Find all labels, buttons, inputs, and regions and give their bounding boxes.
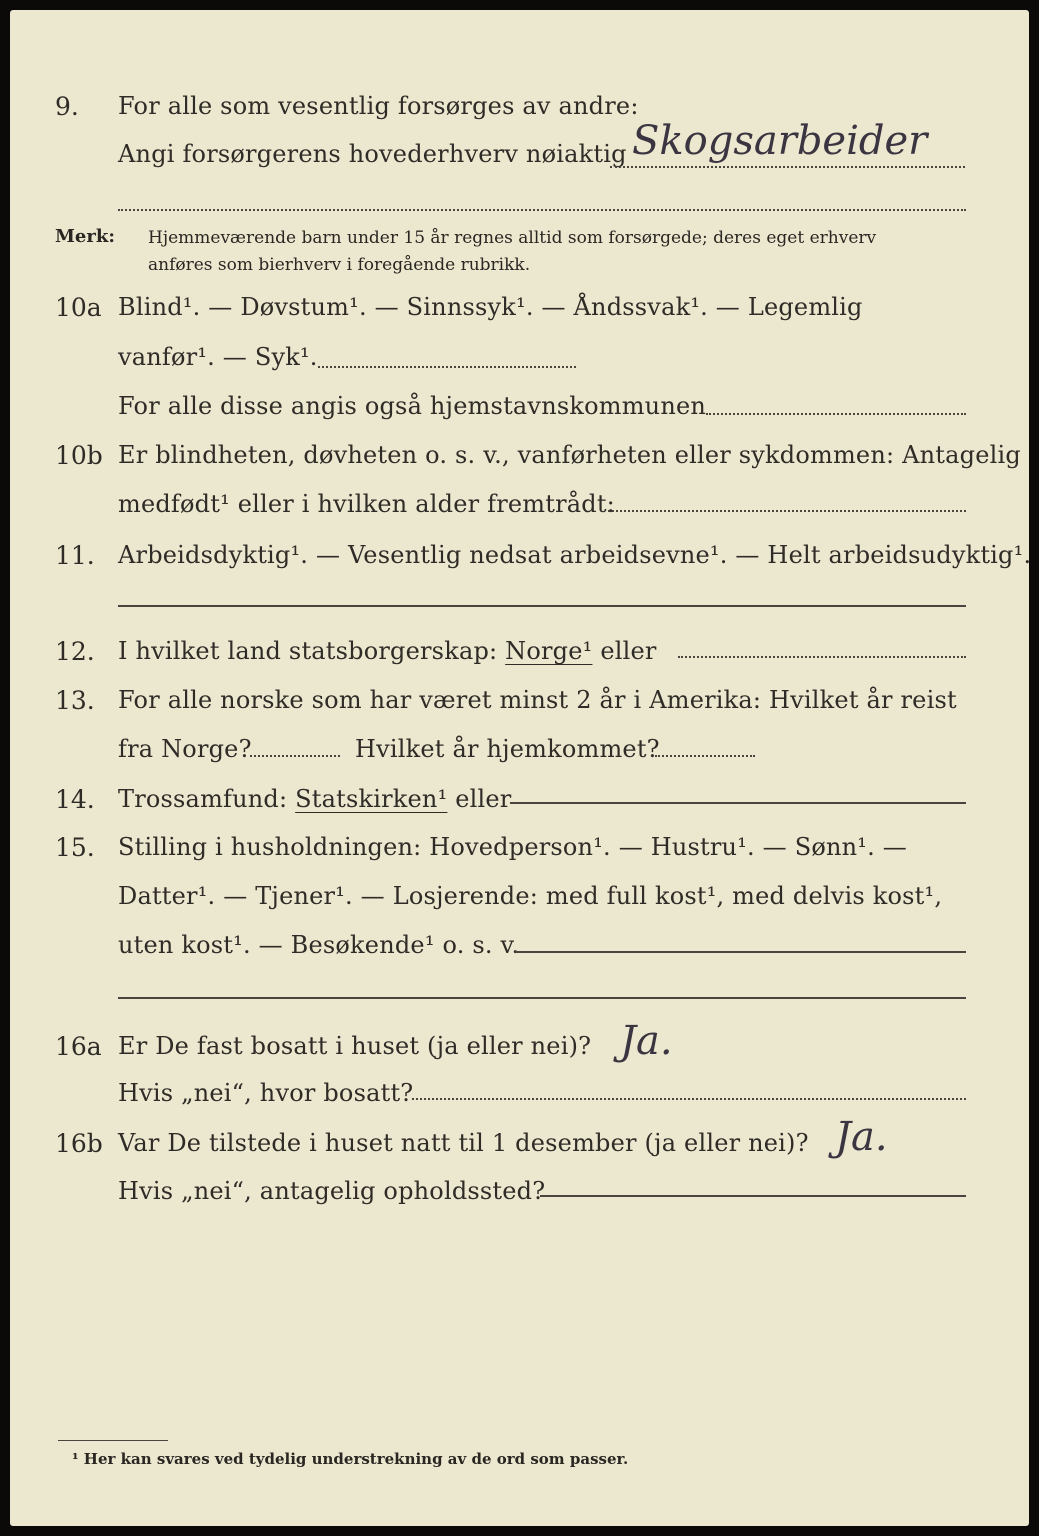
question-number: 16a	[55, 1032, 102, 1061]
question-text: Stilling i husholdningen: Hovedperson¹. — Hustru¹. — Sønn¹. —	[118, 833, 907, 861]
question-number: 13.	[55, 686, 95, 715]
question-number: 14.	[55, 785, 95, 814]
question-text	[118, 785, 511, 813]
question-number: 15.	[55, 833, 95, 862]
answer-line	[318, 366, 576, 368]
answer-line	[678, 656, 966, 658]
question-text: medfødt¹ eller i hvilken alder fremtrådt:	[118, 490, 615, 518]
question-text-suffix: eller	[600, 637, 657, 665]
answer-line	[540, 1195, 966, 1197]
divider	[118, 605, 966, 607]
answer-line	[515, 951, 966, 953]
answer-line	[412, 1098, 966, 1100]
question-text: Var De tilstede i huset natt til 1 desember (ja eller nei)?	[118, 1129, 809, 1157]
note-label: Merk:	[55, 226, 115, 247]
question-text-prefix: Trossamfund:	[118, 785, 288, 813]
question-text: Blind¹. — Døvstum¹. — Sinnssyk¹. — Åndssvak¹. — Legemlig	[118, 293, 863, 321]
handwritten-answer: Skogsarbeider	[632, 118, 928, 164]
question-number: 16b	[55, 1129, 103, 1158]
note-text: Hjemmeværende barn under 15 år regnes alltid som forsørgede; deres eget erhverv	[148, 228, 877, 248]
question-number: 11.	[55, 541, 95, 570]
question-text: For alle som vesentlig forsørges av andre:	[118, 92, 639, 120]
question-text: Er blindheten, døvheten o. s. v., vanførheten eller sykdommen: Antagelig	[118, 441, 1021, 469]
underlined-choice: Norge¹	[505, 637, 593, 665]
question-text: Hvilket år hjemkommet?	[355, 735, 660, 763]
question-number: 9.	[55, 92, 79, 121]
question-text: Hvis „nei“, hvor bosatt?	[118, 1079, 414, 1107]
handwritten-answer: Ja.	[620, 1018, 673, 1064]
question-number: 10a	[55, 293, 102, 322]
answer-line	[510, 802, 966, 804]
answer-line	[608, 510, 966, 512]
answer-line	[655, 755, 755, 757]
question-text: Datter¹. — Tjener¹. — Losjerende: med full kost¹, med delvis kost¹,	[118, 882, 943, 910]
question-text-suffix: eller	[455, 785, 512, 813]
question-text: Er De fast bosatt i huset (ja eller nei)?	[118, 1032, 592, 1060]
question-text: For alle disse angis også hjemstavnskommunen	[118, 392, 707, 420]
answer-line	[706, 413, 966, 415]
footnote: ¹ Her kan svares ved tydelig understrekning av de ord som passer.	[72, 1450, 629, 1468]
divider	[118, 209, 966, 211]
question-text: Arbeidsdyktig¹. — Vesentlig nedsat arbeidsevne¹. — Helt arbeidsudyktig¹.	[118, 541, 1032, 569]
divider	[118, 997, 966, 999]
question-number: 12.	[55, 637, 95, 666]
question-text: fra Norge?	[118, 735, 252, 763]
answer-line	[250, 755, 340, 757]
question-text: vanfør¹. — Syk¹.	[118, 343, 318, 371]
question-text-prefix: I hvilket land statsborgerskap:	[118, 637, 498, 665]
question-text: Angi forsørgerens hovederhverv nøiaktig	[118, 140, 627, 168]
question-text: uten kost¹. — Besøkende¹ o. s. v.	[118, 931, 520, 959]
question-text: Hvis „nei“, antagelig opholdssted?	[118, 1177, 546, 1205]
handwritten-answer: Ja.	[835, 1114, 888, 1160]
question-number: 10b	[55, 441, 103, 470]
footnote-rule	[58, 1440, 168, 1441]
question-text: For alle norske som har været minst 2 år i Amerika: Hvilket år reist	[118, 686, 957, 714]
underlined-choice: Statskirken¹	[295, 785, 448, 813]
note-text: anføres som bierhverv i foregående rubrikk.	[148, 255, 531, 275]
answer-line	[610, 166, 965, 168]
question-text	[118, 637, 657, 665]
